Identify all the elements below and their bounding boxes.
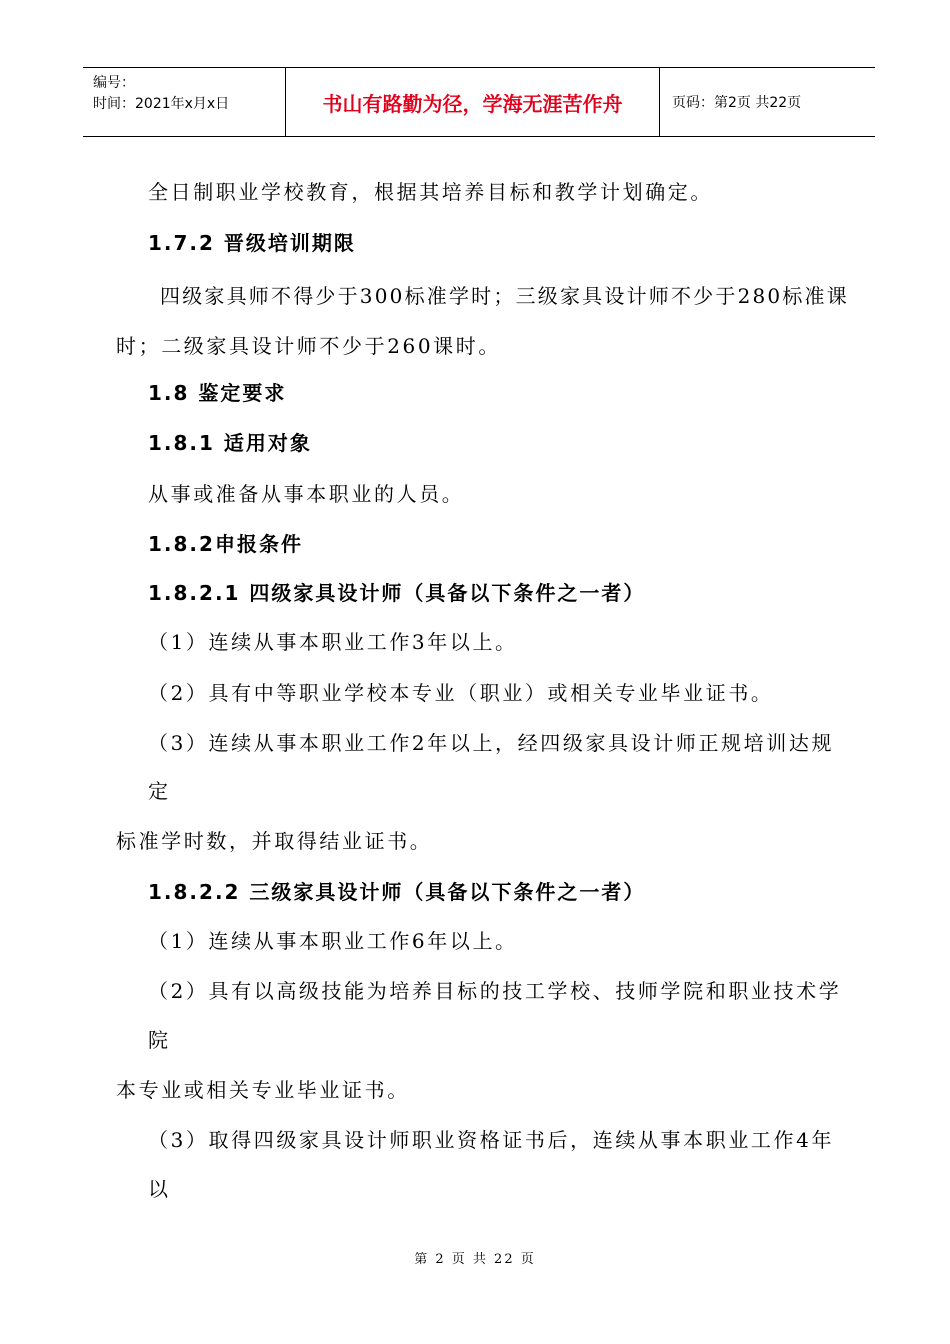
section-heading-1-8-1: 1.8.1 适用对象 (148, 431, 312, 455)
section-heading-1-8: 1.8 鉴定要求 (148, 381, 287, 405)
paragraph-line: 四级家具师不得少于300标准学时；三级家具设计师不少于280标准课 (160, 284, 849, 308)
list-item: （3）取得四级家具设计师职业资格证书后，连续从事本职业工作4年 (148, 1128, 835, 1152)
list-item: （3）连续从事本职业工作2年以上，经四级家具设计师正规培训达规 (148, 731, 835, 755)
header-motto: 书山有路勤为径，学海无涯苦作舟 (322, 91, 623, 116)
paragraph-line: 从事或准备从事本职业的人员。 (148, 482, 465, 506)
list-item: （1）连续从事本职业工作3年以上。 (148, 630, 518, 654)
section-heading-1-8-2: 1.8.2申报条件 (148, 532, 303, 556)
header-motto-cell (286, 68, 660, 136)
paragraph-line: 全日制职业学校教育，根据其培养目标和教学计划确定。 (148, 180, 713, 204)
paragraph-line: 本专业或相关专业毕业证书。 (116, 1078, 410, 1102)
paragraph-line: 标准学时数，并取得结业证书。 (116, 829, 433, 853)
header-page-info: 页码：第2页 共22页 (672, 95, 802, 111)
section-heading-1-7-2: 1.7.2 晋级培训期限 (148, 231, 356, 255)
section-heading-1-8-2-1: 1.8.2.1 四级家具设计师（具备以下条件之一者） (148, 581, 646, 605)
list-item: （2）具有中等职业学校本专业（职业）或相关专业毕业证书。 (148, 681, 774, 705)
list-item-continuation: 以 (148, 1177, 171, 1201)
page-header (83, 67, 875, 137)
list-item: （2）具有以高级技能为培养目标的技工学校、技师学院和职业技术学 (148, 979, 842, 1003)
header-meta (83, 68, 286, 136)
document-number-label: 编号： (93, 75, 135, 91)
list-item-continuation: 定 (148, 779, 171, 803)
list-item-continuation: 院 (148, 1028, 171, 1052)
document-date: 时间：2021年x月x日 (93, 96, 230, 112)
page-footer: 第 2 页 共 22 页 (414, 1252, 536, 1267)
list-item: （1）连续从事本职业工作6年以上。 (148, 929, 518, 953)
section-heading-1-8-2-2: 1.8.2.2 三级家具设计师（具备以下条件之一者） (148, 880, 646, 904)
paragraph-line: 时；二级家具设计师不少于260课时。 (116, 334, 501, 358)
